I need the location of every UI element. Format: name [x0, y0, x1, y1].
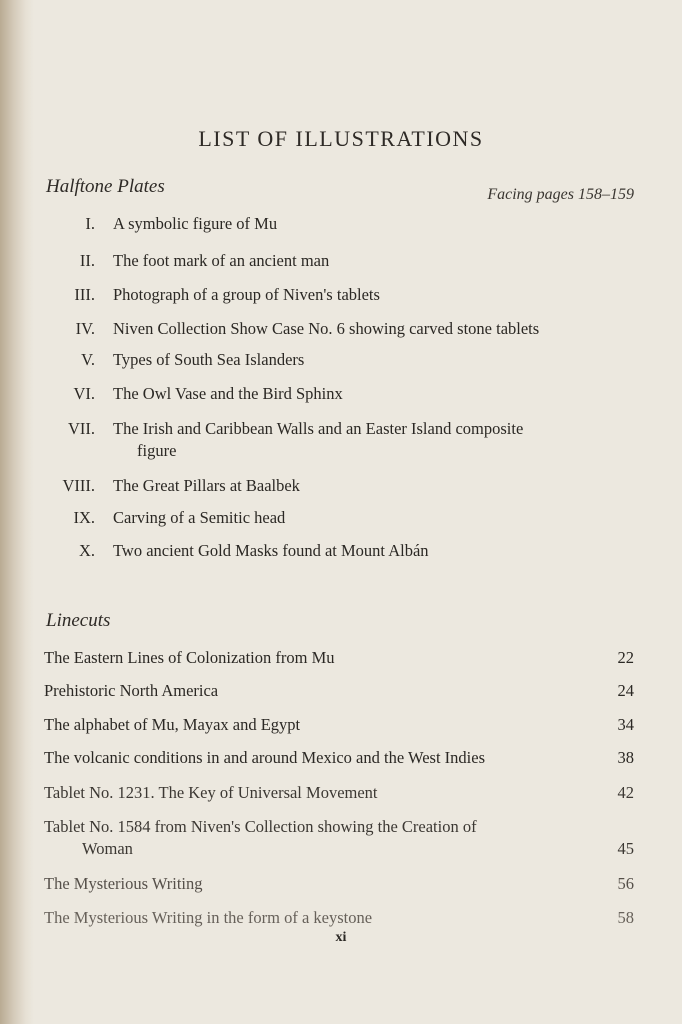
linecut-item [44, 680, 634, 702]
plate-number: VI. [73, 384, 95, 403]
linecut-item [44, 714, 634, 736]
linecut-title: The Mysterious Writing in the form of a keystone [44, 908, 373, 927]
plate-title: Niven Collection Show Case No. 6 showing carved stone tablets [113, 319, 540, 338]
linecut-title: The Mysterious Writing [44, 874, 203, 893]
plate-number: IX. [73, 508, 95, 527]
plate-title-continuation: figure [137, 441, 177, 460]
plate-title: A symbolic figure of Mu [113, 214, 278, 233]
plate-number: VII. [67, 419, 95, 438]
plate-number: I. [85, 214, 95, 233]
plate-title: Carving of a Semitic head [113, 508, 286, 527]
linecut-page: 42 [617, 783, 634, 802]
plate-number: II. [79, 251, 95, 270]
page-title: LIST OF ILLUSTRATIONS [198, 126, 484, 151]
linecut-page: 58 [617, 908, 634, 927]
plate-title-line: The Irish and Caribbean Walls and an Easter Island composite [113, 419, 524, 438]
linecut-title: The volcanic conditions in and around Mexico and the West Indies [44, 748, 486, 767]
linecut-item [44, 782, 634, 804]
plate-title: The Owl Vase and the Bird Sphinx [113, 384, 343, 403]
plate-number: VIII. [62, 476, 95, 495]
plate-item [40, 418, 640, 462]
linecut-title-continuation: Woman [82, 839, 133, 858]
page-number: xi [335, 930, 347, 945]
linecut-page: 22 [617, 648, 634, 667]
linecut-page: 34 [617, 715, 634, 734]
linecut-title-line: Tablet No. 1584 from Niven's Collection showing the Creation of [44, 817, 477, 836]
linecut-title [44, 816, 584, 860]
linecuts-heading: Linecuts [46, 610, 111, 631]
linecut-page: 45 [617, 839, 634, 858]
book-spine-shadow [0, 0, 34, 1024]
linecut-page: 38 [617, 748, 634, 767]
plate-title: Photograph of a group of Niven's tablets [113, 285, 380, 304]
linecut-title: The alphabet of Mu, Mayax and Egypt [44, 715, 301, 734]
plate-number: III. [74, 285, 95, 304]
plate-title [113, 418, 640, 462]
plate-title: Two ancient Gold Masks found at Mount Albán [113, 541, 429, 560]
plate-title: The Great Pillars at Baalbek [113, 476, 300, 495]
linecut-item [44, 747, 634, 769]
plate-number: IV. [75, 319, 95, 338]
linecut-page: 24 [617, 681, 634, 700]
linecut-title: Prehistoric North America [44, 681, 219, 700]
plate-title: The foot mark of an ancient man [113, 251, 330, 270]
facing-pages-note: Facing pages 158–159 [487, 186, 634, 203]
plate-title: Types of South Sea Islanders [113, 350, 305, 369]
plate-number: X. [78, 541, 95, 560]
linecut-page: 56 [617, 874, 634, 893]
linecut-title: Tablet No. 1231. The Key of Universal Movement [44, 783, 378, 802]
linecut-item [44, 647, 634, 669]
linecut-item [44, 873, 634, 895]
plate-number: V. [81, 350, 95, 369]
halftone-heading: Halftone Plates [46, 176, 165, 197]
linecut-title: The Eastern Lines of Colonization from Mu [44, 648, 335, 667]
linecut-item [44, 907, 634, 929]
linecut-item [44, 816, 634, 860]
